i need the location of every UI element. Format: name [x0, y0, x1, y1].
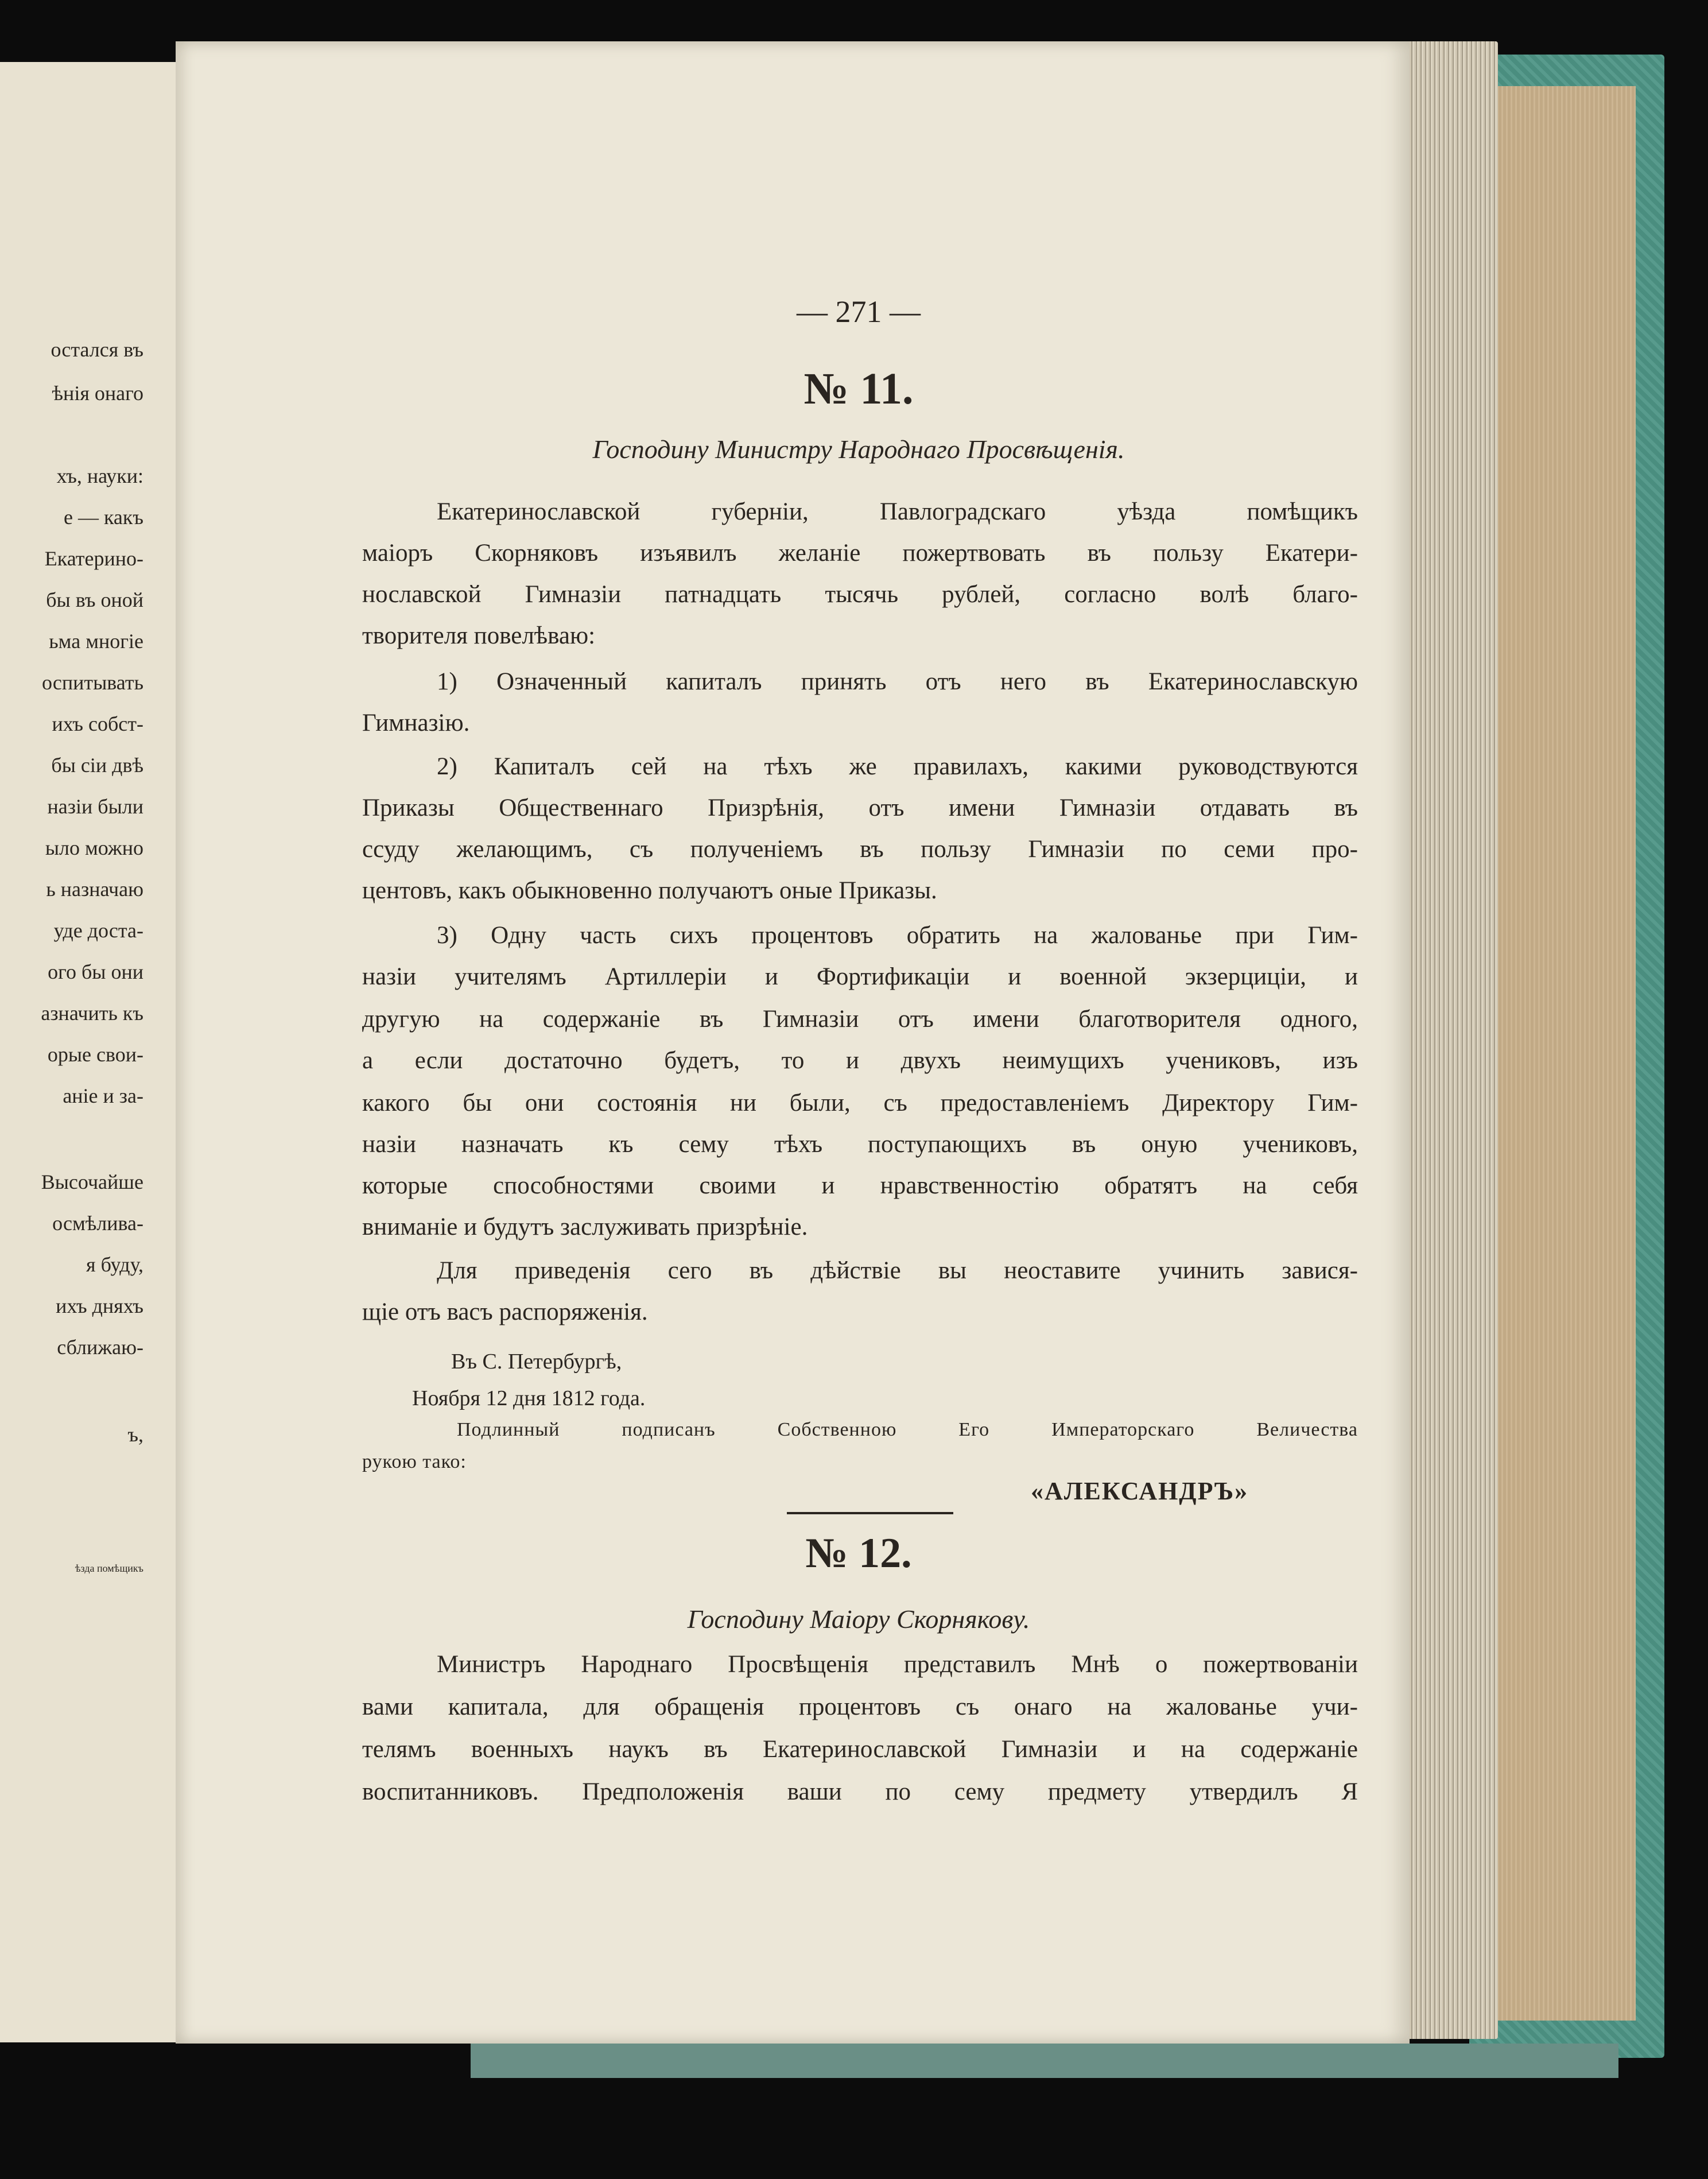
- signed-note: Подлинный подписанъ Собственною Его Императорскаго Величества: [457, 1419, 1358, 1440]
- place-line: Въ С. Петербургѣ,: [451, 1350, 622, 1374]
- text-line: нославской Гимназіи патнадцать тысячь рублей, согласно волѣ благо-: [362, 581, 1358, 608]
- left-page-line: остался въ: [51, 338, 143, 361]
- left-page-line: ъ,: [127, 1423, 143, 1446]
- text-line: а если достаточно будетъ, то и двухъ неимущихъ учениковъ, изъ: [362, 1047, 1358, 1074]
- text-line: щіе отъ васъ распоряженія.: [362, 1298, 648, 1325]
- left-page-line: сближаю-: [57, 1336, 143, 1359]
- left-page-line: аніе и за-: [63, 1084, 143, 1107]
- text-line: центовъ, какъ обыкновенно получаютъ оные Приказы.: [362, 877, 937, 904]
- section-divider: [787, 1512, 953, 1514]
- left-page-line: азначить къ: [41, 1002, 143, 1025]
- text-line: воспитанниковъ. Предположенія ваши по сему предмету утвердилъ Я: [362, 1778, 1358, 1805]
- text-line: другую на содержаніе въ Гимназіи отъ имени благотворителя одного,: [362, 1006, 1358, 1033]
- left-page-line: назіи были: [47, 795, 143, 818]
- left-page-line: бы въ оной: [46, 588, 143, 611]
- document-addressee: Господину Маіору Скорнякову.: [687, 1604, 1030, 1634]
- text-line: вниманіе и будутъ заслуживать призрѣніе.: [362, 1213, 808, 1240]
- page-edges: [1400, 41, 1498, 2039]
- left-page-line: ыло можно: [45, 836, 143, 859]
- text-line: которые способностями своими и нравственностію обратятъ на себя: [362, 1172, 1358, 1199]
- left-page-line: осмѣлива-: [52, 1212, 143, 1235]
- date-line: Ноября 12 дня 1812 года.: [412, 1386, 646, 1410]
- endpaper: [1492, 86, 1636, 2021]
- book-page: [176, 41, 1410, 2044]
- left-page-line: ѣнія онаго: [52, 382, 143, 405]
- left-page-line: оспитывать: [41, 671, 143, 694]
- left-page-line: ь назначаю: [46, 878, 143, 901]
- left-page-line: ьма многіе: [49, 630, 143, 653]
- text-line: Приказы Общественнаго Призрѣнія, отъ имени Гимназіи отдавать въ: [362, 794, 1358, 821]
- left-page: [0, 62, 184, 2042]
- text-line: назіи назначать къ сему тѣхъ поступающихъ въ оную учениковъ,: [362, 1131, 1358, 1158]
- document-number: № 12.: [805, 1530, 912, 1577]
- document-number: № 11.: [803, 363, 914, 413]
- left-page-line: бы сіи двѣ: [51, 754, 143, 777]
- document-addressee: Господину Министру Народнаго Просвѣщенія.: [592, 435, 1125, 464]
- text-line: Гимназію.: [362, 709, 470, 736]
- text-line: 2) Капиталъ сей на тѣхъ же правилахъ, какими руководствуются: [437, 753, 1358, 780]
- left-page-line: хъ, науки:: [56, 464, 143, 487]
- signature: «АЛЕКСАНДРЪ»: [1031, 1477, 1249, 1505]
- left-page-line: ихъ дняхъ: [56, 1294, 143, 1317]
- signed-note-continuation: рукою тако:: [362, 1451, 467, 1472]
- text-line: 1) Означенный капиталъ принять отъ него въ Екатеринославскую: [437, 668, 1358, 695]
- text-line: маіоръ Скорняковъ изъявилъ желаніе пожертвовать въ пользу Екатери-: [362, 540, 1358, 567]
- page-number: — 271 —: [797, 294, 921, 329]
- text-line: вами капитала, для обращенія процентовъ съ онаго на жалованье учи-: [362, 1693, 1358, 1720]
- left-page-line: ихъ собст-: [52, 712, 143, 735]
- left-page-line: Высочайше: [41, 1170, 143, 1193]
- text-line: назіи учителямъ Артиллеріи и Фортификаціи и военной экзерциціи, и: [362, 963, 1358, 990]
- left-page-line: ого бы они: [48, 960, 143, 983]
- text-line: телямъ военныхъ наукъ въ Екатеринославской Гимназіи и на содержаніе: [362, 1736, 1358, 1763]
- left-page-line: орые свои-: [47, 1043, 143, 1066]
- cover-bottom-edge: [471, 2044, 1618, 2078]
- left-page-line: уде доста-: [53, 919, 143, 942]
- text-line: ссуду желающимъ, съ полученіемъ въ пользу Гимназіи по семи про-: [362, 836, 1358, 863]
- text-line: Екатеринославской губерніи, Павлоградскаго уѣзда помѣщикъ: [437, 498, 1358, 525]
- left-page-line: я буду,: [86, 1253, 143, 1276]
- text-line: Для приведенія сего въ дѣйствіе вы неоставите учинить завися-: [437, 1257, 1358, 1284]
- text-line: творителя повелѣваю:: [362, 622, 596, 649]
- text-line: Министръ Народнаго Просвѣщенія представилъ Мнѣ о пожертвованіи: [437, 1651, 1358, 1678]
- left-page-line: ѣзда помѣщикъ: [75, 1562, 143, 1574]
- text-line: какого бы они состоянія ни были, съ предоставленіемъ Директору Гим-: [362, 1090, 1358, 1116]
- left-page-line: Екатерино-: [44, 547, 143, 570]
- text-line: 3) Одну часть сихъ процентовъ обратить на жалованье при Гим-: [437, 922, 1358, 949]
- left-page-line: е — какъ: [63, 506, 143, 529]
